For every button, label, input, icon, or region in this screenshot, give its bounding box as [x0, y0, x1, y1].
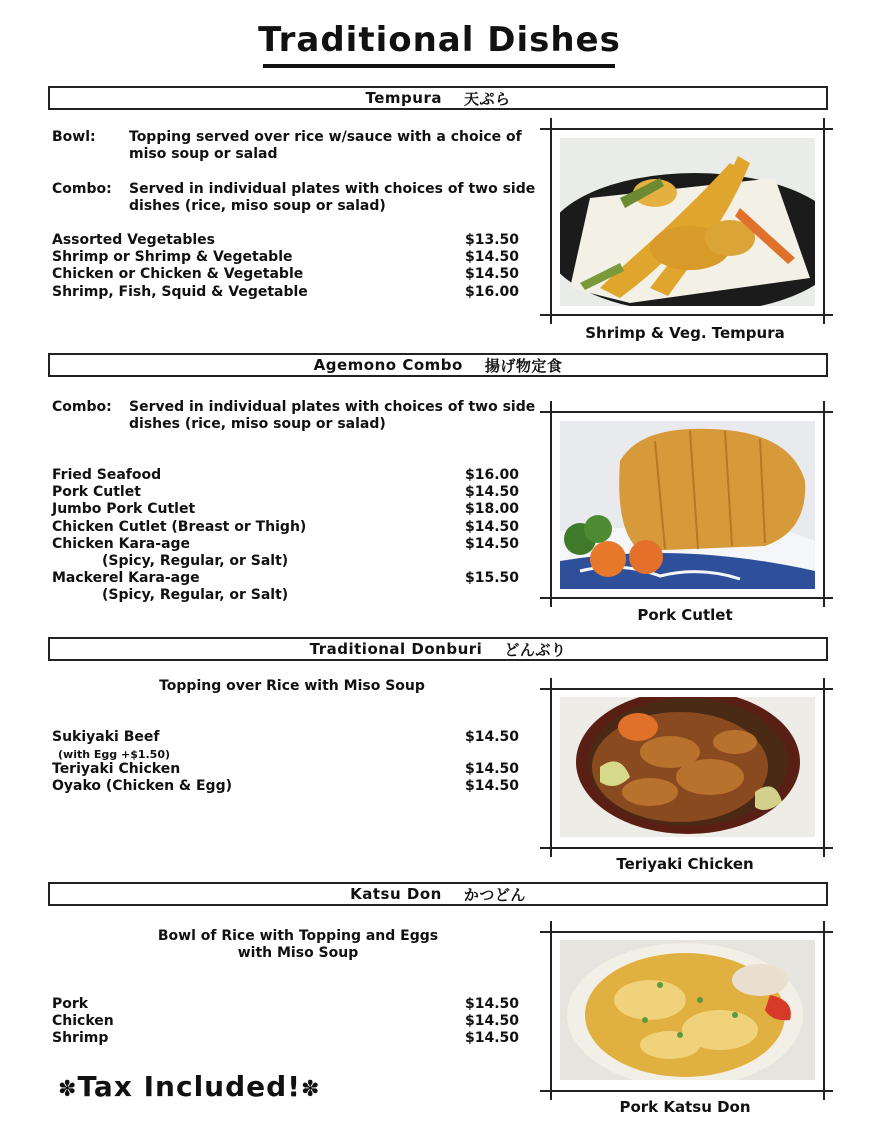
item-name: Chicken or Chicken & Vegetable — [52, 266, 304, 283]
frame-line — [540, 597, 833, 599]
frame-line — [550, 118, 552, 324]
menu-list-katsudon — [52, 996, 532, 1048]
teriyaki-chicken-photo — [560, 697, 815, 837]
frame-line — [550, 401, 552, 607]
menu-item-note — [52, 746, 532, 761]
item-price: $14.50 — [465, 249, 520, 266]
item-price: $16.00 — [465, 467, 520, 483]
title-underline — [263, 64, 615, 68]
frame-line — [540, 688, 833, 690]
menu-item — [52, 249, 532, 266]
section-subtitle — [52, 928, 544, 962]
section-header-donburi — [48, 637, 828, 661]
menu-item — [52, 1013, 532, 1030]
menu-item — [52, 266, 532, 283]
description-label: Combo: — [52, 399, 112, 415]
pork-cutlet-photo — [560, 421, 815, 589]
item-price: $14.50 — [465, 266, 520, 283]
item-name: Shrimp, Fish, Squid & Vegetable — [52, 283, 308, 300]
menu-item — [52, 501, 532, 518]
item-price: $16.00 — [465, 283, 520, 300]
section-title: Katsu Don — [350, 885, 442, 903]
menu-item — [52, 536, 532, 553]
frame-line — [823, 921, 825, 1100]
menu-list-agemono — [52, 467, 532, 605]
menu-item — [52, 484, 532, 501]
item-price: $14.50 — [465, 518, 520, 535]
page-title: Traditional Dishes — [258, 20, 621, 60]
item-name: Pork Cutlet — [52, 484, 141, 501]
item-name: Assorted Vegetables — [52, 232, 215, 248]
section-title: Tempura — [365, 89, 442, 107]
frame-line — [540, 847, 833, 849]
frame-line — [540, 411, 833, 413]
photo-caption: Shrimp & Veg. Tempura — [585, 324, 785, 342]
menu-item — [52, 1030, 532, 1047]
menu-item — [52, 996, 532, 1013]
item-price: $14.50 — [465, 729, 520, 745]
tempura-photo — [560, 138, 815, 306]
item-price: $15.50 — [465, 570, 520, 587]
item-note: (with Egg +$1.50) — [58, 748, 171, 762]
flower-icon: ✽ — [300, 1077, 321, 1102]
item-price: $13.50 — [465, 232, 520, 248]
section-title: Agemono Combo — [313, 356, 463, 374]
item-price: $14.50 — [465, 761, 520, 778]
item-price: $14.50 — [465, 778, 520, 795]
item-price: $18.00 — [465, 501, 520, 518]
item-price: $14.50 — [465, 484, 520, 501]
frame-line — [550, 921, 552, 1100]
menu-item-option — [52, 553, 532, 570]
menu-item — [52, 519, 532, 536]
tax-note-text: Tax Included! — [77, 1070, 301, 1103]
item-name: Mackerel Kara-age — [52, 570, 200, 587]
item-options: (Spicy, Regular, or Salt) — [102, 552, 289, 569]
item-name: Teriyaki Chicken — [52, 761, 181, 778]
frame-line — [540, 128, 833, 130]
item-name: Chicken Kara-age — [52, 535, 191, 552]
photo-caption: Teriyaki Chicken — [616, 855, 754, 873]
section-subtitle: Topping over Rice with Miso Soup — [159, 678, 425, 694]
menu-item — [52, 729, 532, 746]
section-title-jp: 天ぷら — [463, 89, 511, 108]
section-header-tempura — [48, 86, 828, 110]
menu-item — [52, 232, 532, 249]
subtitle-line: with Miso Soup — [237, 945, 359, 961]
menu-item — [52, 284, 532, 301]
section-title-jp: 揚げ物定食 — [484, 356, 563, 375]
item-name: Oyako (Chicken & Egg) — [52, 778, 232, 795]
item-options: (Spicy, Regular, or Salt) — [102, 587, 289, 604]
tax-note — [58, 1070, 320, 1103]
section-title-jp: どんぶり — [504, 640, 567, 659]
frame-line — [823, 118, 825, 324]
description-label: Bowl: — [52, 129, 96, 145]
menu-list-donburi — [52, 729, 532, 796]
item-price: $14.50 — [465, 1030, 520, 1047]
frame-line — [823, 678, 825, 857]
item-name: Chicken — [52, 1013, 114, 1030]
item-price: $14.50 — [465, 1013, 520, 1030]
frame-line — [540, 314, 833, 316]
description-text: Topping served over rice w/sauce with a choice of miso soup or salad — [129, 129, 522, 162]
item-name: Shrimp or Shrimp & Vegetable — [52, 249, 293, 266]
frame-line — [540, 931, 833, 933]
frame-line — [823, 401, 825, 607]
flower-icon: ✽ — [58, 1077, 78, 1102]
section-title: Traditional Donburi — [309, 640, 483, 658]
menu-item-option — [52, 587, 532, 604]
section-header-katsudon — [48, 882, 828, 906]
menu-item — [52, 778, 532, 795]
description-label: Combo: — [52, 181, 112, 197]
item-price: $14.50 — [465, 996, 520, 1012]
item-name: Pork — [52, 996, 89, 1012]
item-name: Jumbo Pork Cutlet — [52, 501, 196, 518]
frame-line — [540, 1090, 833, 1092]
description-text: Served in individual plates with choices of two side dishes (rice, miso soup or salad) — [129, 181, 536, 214]
item-name: Fried Seafood — [52, 467, 162, 483]
menu-item — [52, 761, 532, 778]
pork-katsu-don-photo — [560, 940, 815, 1080]
frame-line — [550, 678, 552, 857]
section-header-agemono — [48, 353, 828, 377]
item-name: Shrimp — [52, 1030, 109, 1047]
section-title-jp: かつどん — [463, 885, 526, 904]
item-price: $14.50 — [465, 535, 520, 552]
item-name: Sukiyaki Beef — [52, 729, 160, 745]
menu-item — [52, 570, 532, 587]
menu-list-tempura — [52, 232, 532, 301]
photo-caption: Pork Cutlet — [637, 606, 733, 624]
menu-item — [52, 467, 532, 484]
photo-caption: Pork Katsu Don — [619, 1098, 751, 1116]
item-name: Chicken Cutlet (Breast or Thigh) — [52, 518, 307, 535]
subtitle-line: Bowl of Rice with Topping and Eggs — [157, 928, 439, 944]
description-text: Served in individual plates with choices of two side dishes (rice, miso soup or salad) — [129, 399, 536, 432]
